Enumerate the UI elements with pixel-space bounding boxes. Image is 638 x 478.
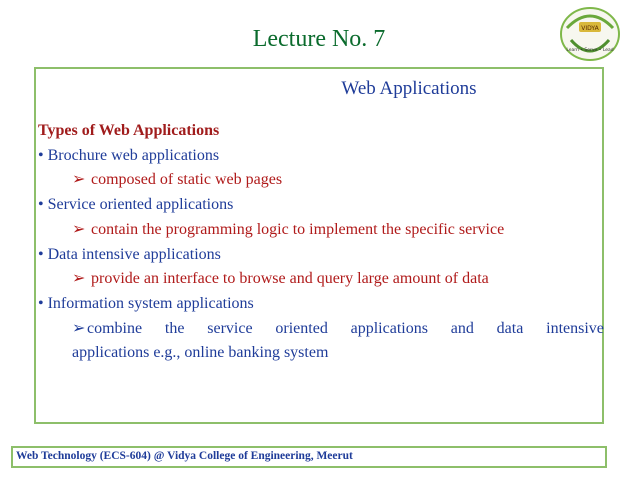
section-heading: Types of Web Applications (38, 122, 220, 139)
slide-content (38, 119, 604, 366)
word: service (207, 319, 253, 337)
arrow-icon: ➢ (72, 171, 86, 189)
sub-item-data (38, 267, 604, 292)
sub-item-information-line2: applications e.g., online banking system (72, 344, 329, 362)
sub-item-text: contain the programming logic to implement the specific service (91, 220, 505, 238)
logo-text-top: VIDYA (581, 25, 599, 32)
list-item-data: • Data intensive applications (38, 245, 221, 263)
footer-text: Web Technology (ECS-604) @ Vidya College of Engineering, Meerut (16, 450, 353, 462)
sub-item-text: composed of static web pages (91, 171, 283, 189)
word: oriented (275, 319, 328, 337)
footer (11, 446, 607, 468)
word: applications (350, 319, 428, 337)
arrow-icon: ➢ (72, 220, 86, 238)
arrow-icon: ➢ (72, 319, 86, 337)
sub-item-text: provide an interface to browse and query large amount of data (91, 270, 489, 288)
word: and (450, 319, 474, 337)
logo-text-bottom: Learn • Serve • Lead (566, 48, 614, 53)
arrow-icon: ➢ (72, 270, 86, 288)
word: the (164, 319, 185, 337)
slide-title: Web Applications (341, 78, 477, 99)
sub-item-service (38, 218, 604, 243)
word: intensive (546, 319, 604, 337)
lecture-title: Lecture No. 7 (252, 26, 386, 52)
sub-item-brochure (38, 168, 604, 193)
sub-item-information-line1 (38, 317, 604, 342)
list-item-information: • Information system applications (38, 294, 254, 312)
list-item-brochure: • Brochure web applications (38, 146, 220, 164)
word: combine (87, 319, 143, 337)
college-logo (557, 6, 623, 66)
word: data (496, 319, 524, 337)
list-item-service: • Service oriented applications (38, 196, 234, 214)
